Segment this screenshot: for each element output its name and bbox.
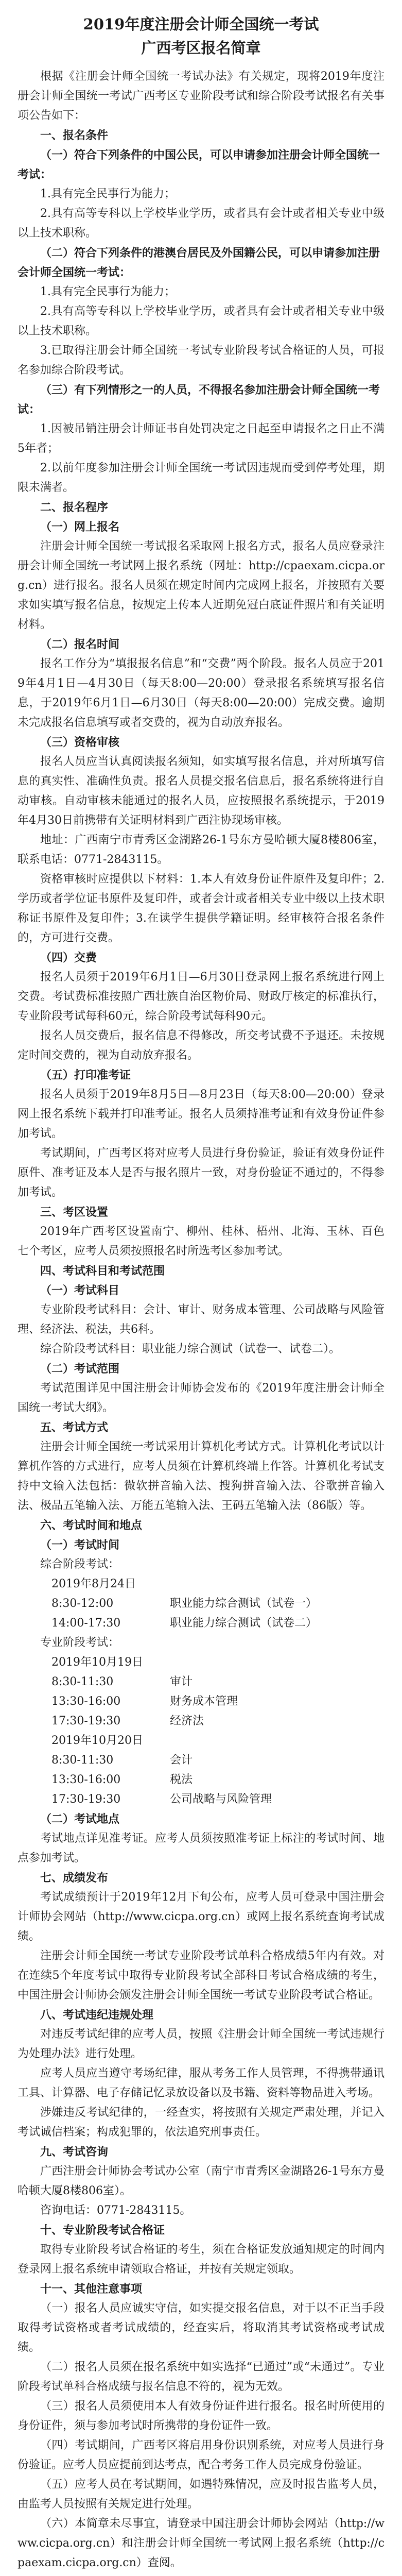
paragraph: 考试成绩预计于2019年12月下旬公布，应考人员可登录中国注册会计师协会网站（http://www.cicpa.org.cn）或网上报名系统查询考试成绩。 <box>18 1891 384 1943</box>
paragraph: 考试期间，广西考区将对应考人员进行身份验证，验证有效身份证件原件、准考证及本人是否与报名照片一致，对身份验证不通过的，不得参加考试。 <box>18 1147 384 1199</box>
section-heading: （一）考试时间 <box>40 1538 120 1552</box>
paragraph: 取得专业阶段考试合格证的考生，须在合格证发放通知规定的时间内登录网上报名系统申请领取合格证，并按有关规定领取。 <box>18 2243 384 2276</box>
schedule-row <box>18 1790 384 1809</box>
schedule-subject: 职业能力综合测试（试卷一） <box>170 1597 318 1610</box>
section-heading: （三）有下列情形之一的人员，不得报名参加注册会计师全国统一考试： <box>18 383 380 416</box>
paragraph: （六）本简章未尽事宜，请登录中国注册会计师协会网站（http://www.cicpa.org.cn）和注册会计师全国统一考试网上报名系统（http://cpaexam.cicpa.org.cn）查阅。 <box>18 2517 384 2569</box>
paragraph: （一）报名人员应诚实守信，如实提交报名信息，对于以不正当手段取得考试资格或者考试成绩的，经查实后，将取消其考试资格或考试成绩。 <box>18 2302 384 2354</box>
schedule-row <box>18 1770 384 1790</box>
paragraph: 考试范围详见中国注册会计师协会发布的《2019年度注册会计师全国统一考试大纲》。 <box>18 1382 384 1414</box>
schedule-subject: 经济法 <box>170 1715 204 1727</box>
section-heading: （三）资格审核 <box>40 736 120 749</box>
title-line-1: 2019年度注册会计师全国统一考试 <box>83 15 319 33</box>
section-heading: 五、考试方式 <box>40 1421 109 1434</box>
paragraph: 注册会计师全国统一考试采用计算机化考试方式。计算机化考试以计算机作答的方式进行，应考人员须在计算机终端上作答。计算机化考试支持中文输入法包括：微软拼音输入法、搜狗拼音输入法、谷歌拼音输入法、极品五笔输入法、万能五笔输入法、王码五笔输入法（86版）等。 <box>18 1440 384 1512</box>
paragraph: 报名工作分为“填报报名信息”和“交费”两个阶段。报名人员应于2019年4月1日—4月30日（每天8:00—20:00）登录报名系统填写报名信息，于2019年6月1日—6月30日（每天8:00—20:00）完成交费。逾期未完成报名信息填写或者交费的，视为自动放弃报名。 <box>18 657 384 729</box>
schedule-row <box>18 1614 384 1633</box>
paragraph: 注册会计师全国统一考试报名采取网上报名方式，报名人员应登录注册会计师全国统一考试网上报名系统（网址：http://cpaexam.cicpa.org.cn）进行报名。报名人员须在规定时间内完成网上报名，并按照有关要求如实填写报名信息，按规定上传本人近期免冠白底证件照片和有关证明材料。 <box>18 540 384 631</box>
schedule-time: 14:00-17:30 <box>51 1617 121 1630</box>
schedule-subject: 会计 <box>170 1754 193 1767</box>
schedule-subject: 财务成本管理 <box>170 1695 238 1708</box>
paragraph: 1.因被吊销注册会计师证书自处罚决定之日起至申请报名之日止不满5年者； <box>18 422 384 455</box>
schedule-time: 8:30-11:30 <box>51 1675 114 1688</box>
paragraph: 2.具有高等专科以上学校毕业学历，或者具有会计或者相关专业中级以上技术职称。 <box>18 305 384 337</box>
paragraph: （二）报名人员须在报名系统中如实选择“已通过”或“未通过”。专业阶段考试单科合格成绩与报名信息不符的，视为无效。 <box>18 2361 384 2393</box>
section-heading: （一）网上报名 <box>40 520 120 534</box>
section-heading: 一、报名条件 <box>40 129 109 142</box>
schedule-row <box>18 1711 384 1731</box>
paragraph: 报名人员须于2019年6月1日—6月30日登录网上报名系统进行网上交费。考试费标准按照广西壮族自治区物价局、财政厅核定的标准执行，专业阶段考试每科60元，综合阶段考试每科90元。 <box>18 971 384 1023</box>
title-line-2: 广西考区报名简章 <box>141 39 261 57</box>
section-heading: （一）考试科目 <box>40 1284 120 1297</box>
paragraph: 根据《注册会计师全国统一考试办法》有关规定，现将2019年度注册会计师全国统一考试广西考区专业阶段考试和综合阶段考试报名有关事项公告如下： <box>18 70 384 122</box>
section-heading: （二）考试范围 <box>40 1362 120 1376</box>
schedule-time: 13:30-16:00 <box>51 1773 121 1786</box>
paragraph: （四）考试期间，广西考区将启用身份识别系统，对应考人员进行身份验证。应考人员应提前到达考点，配合考务工作人员完成身份验证。 <box>18 2439 384 2471</box>
schedule-time: 17:30-19:30 <box>51 1715 121 1727</box>
paragraph: 专业阶段考试： <box>40 1636 120 1649</box>
paragraph: 注册会计师全国统一考试专业阶段考试单科合格成绩5年内有效。对在连续5个年度考试中取得专业阶段考试全部科目考试合格成绩的考生，中国注册会计师协会颁发注册会计师全国统一考试专业阶段考试合格证。 <box>18 1950 384 2002</box>
schedule-row <box>18 1594 384 1614</box>
schedule-row <box>18 1574 384 1594</box>
paragraph: 1.具有完全民事行为能力； <box>40 188 176 200</box>
paragraph: （三）报名人员须使用本人有效身份证件进行报名。报名时所使用的身份证件，须与参加考试时所携带的身份证件一致。 <box>18 2400 384 2432</box>
paragraph: 咨询电话：0771-2843115。 <box>40 2204 191 2217</box>
paragraph: 2019年广西考区设置南宁、柳州、桂林、梧州、北海、玉林、百色七个考区，应考人员须按照报名时所选考区参加考试。 <box>18 1225 384 1258</box>
schedule-subject: 审计 <box>170 1675 193 1688</box>
section-heading: （四）交费 <box>40 951 97 964</box>
paragraph: 综合阶段考试： <box>40 1558 120 1571</box>
paragraph: 应考人员应当遵守考场纪律，服从考务工作人员管理，不得携带通讯工具、计算器、电子存储记忆录放设备以及书籍、资料等物品进入考场。 <box>18 2067 384 2099</box>
section-heading: 七、成绩发布 <box>40 1871 109 1885</box>
paragraph: 2.具有高等专科以上学校毕业学历，或者具有会计或者相关专业中级以上技术职称。 <box>18 207 384 240</box>
paragraph: 2.以前年度参加注册会计师全国统一考试因违规而受到停考处理，期限未满者。 <box>18 462 384 494</box>
schedule-time: 8:30-12:00 <box>51 1597 114 1610</box>
schedule-subject: 职业能力综合测试（试卷二） <box>170 1617 318 1630</box>
schedule-time: 17:30-19:30 <box>51 1793 121 1806</box>
paragraph: 考试地点详见准考证。应考人员须按照准考证上标注的考试时间、地点参加考试。 <box>18 1832 384 1865</box>
paragraph: （五）应考人员在考试期间，如遇特殊情况，应及时报告监考人员，由监考人员按照有关规定进行处理。 <box>18 2478 384 2511</box>
paragraph <box>18 2573 384 2576</box>
paragraph: 3.已取得注册会计师全国统一考试专业阶段考试合格证的人员，可报名参加综合阶段考试。 <box>18 344 384 377</box>
paragraph: 地址：广西南宁市青秀区金湖路26-1号东方曼哈顿大厦8楼806室，联系电话：0771-2843115。 <box>18 834 384 866</box>
schedule-time: 13:30-16:00 <box>51 1695 121 1708</box>
schedule-row <box>18 1653 384 1672</box>
schedule-row <box>18 1692 384 1711</box>
schedule-subject: 税法 <box>170 1773 193 1786</box>
schedule-row <box>18 1672 384 1692</box>
section-heading: （五）打印准考证 <box>40 1069 131 1082</box>
section-heading: 九、考试咨询 <box>40 2145 109 2159</box>
schedule-subject: 公司战略与风险管理 <box>170 1793 272 1806</box>
schedule-row <box>18 1751 384 1770</box>
schedule-time: 2019年8月24日 <box>51 1578 136 1590</box>
section-heading: 二、报名程序 <box>40 501 109 514</box>
paragraph: 专业阶段考试科目：会计、审计、财务成本管理、公司战略与风险管理、经济法、税法，共6科。 <box>18 1303 384 1336</box>
paragraph: 对违反考试纪律的应考人员，按照《注册会计师全国统一考试违规行为处理办法》进行处理。 <box>18 2028 384 2060</box>
schedule-time: 2019年10月20日 <box>51 1734 143 1747</box>
section-heading: 四、考试科目和考试范围 <box>40 1264 165 1278</box>
section-heading: 十、专业阶段考试合格证 <box>40 2224 165 2237</box>
paragraph: 报名人员须于2019年8月5日—8月23日（每天8:00—20:00）登录网上报名系统下载并打印准考证。报名人员须持准考证和有效身份证件参加考试。 <box>18 1088 384 1140</box>
paragraph: 报名人员交费后，报名信息不得修改，所交考试费不予退还。未按规定时间交费的，视为自动放弃报名。 <box>18 1029 384 1062</box>
section-heading: 十一、其他注意事项 <box>40 2282 143 2296</box>
section-heading: （二）符合下列条件的港澳台居民及外国籍公民，可以申请参加注册会计师全国统一考试： <box>18 246 380 279</box>
section-heading: 六、考试时间和地点 <box>40 1519 143 1532</box>
section-heading: （二）报名时间 <box>40 638 120 651</box>
schedule-row <box>18 1731 384 1751</box>
announcement-body <box>18 67 384 2576</box>
section-heading: 三、考区设置 <box>40 1206 109 1219</box>
section-heading: （一）符合下列条件的中国公民，可以申请参加注册会计师全国统一考试： <box>18 148 380 181</box>
paragraph: 广西注册会计师协会考试办公室（南宁市青秀区金湖路26-1号东方曼哈顿大厦8楼806室）。 <box>18 2165 384 2197</box>
paragraph: 涉嫌违反考试纪律的，一经查实，将按照有关规定严肃处理，并记入考试诚信档案；构成犯罪的，依法追究刑事责任。 <box>18 2106 384 2139</box>
section-heading: （二）考试地点 <box>40 1812 120 1826</box>
section-heading: 八、考试违纪违规处理 <box>40 2008 154 2022</box>
paragraph: 1.具有完全民事行为能力； <box>40 285 176 298</box>
paragraph: 资格审核时应提供以下材料：1.本人有效身份证件原件及复印件；2.学历或者学位证书原件及复印件，或者会计或者相关专业中级以上技术职称证书原件及复印件；3.在读学生提供学籍证明。经审核符合报名条件的，方可进行交费。 <box>18 873 384 944</box>
schedule-time: 2019年10月19日 <box>51 1656 143 1669</box>
paragraph: 综合阶段考试科目：职业能力综合测试（试卷一、试卷二）。 <box>40 1343 341 1355</box>
paragraph: 报名人员应当认真阅读报名须知，如实填写报名信息，并对所填写信息的真实性、准确性负责。报名人员提交报名信息后，报名系统将进行自动审核。自动审核未能通过的报名人员，应按照报名系统提示，于2019年4月30日前携带有关证明材料到广西注协现场审核。 <box>18 755 384 827</box>
schedule-time: 8:30-11:30 <box>51 1754 114 1767</box>
